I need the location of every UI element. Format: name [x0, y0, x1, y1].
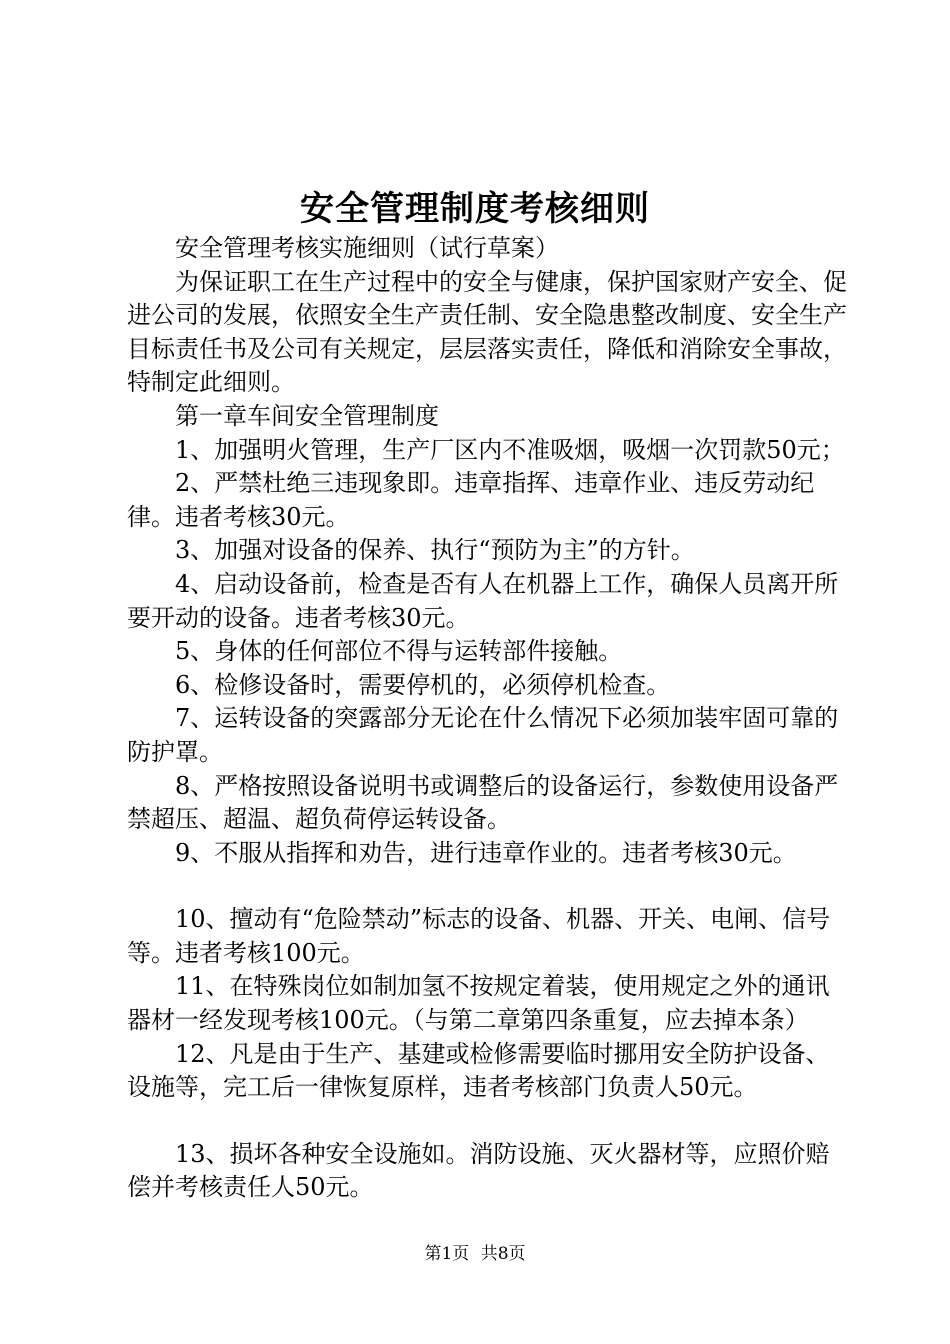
page-number: 第1页 — [424, 1244, 470, 1264]
rule-item-10: 10、擅动有“危险禁动”标志的设备、机器、开关、电闸、信号等。违者考核100元。 — [127, 905, 831, 967]
rule-item-4: 4、启动设备前，检查是否有人在机器上工作，确保人员离开所要开动的设备。违者考核30元。 — [127, 569, 839, 632]
rule-item-1: 1、加强明火管理，生产厂区内不准吸烟，吸烟一次罚款50元； — [175, 435, 845, 464]
paragraph-subtitle: 安全管理考核实施细则（试行草案） — [175, 234, 559, 262]
rule-item-12: 12、凡是由于生产、基建或检修需要临时挪用安全防护设备、设施等，完工后一律恢复原样，违者考核部门负责人50元。 — [127, 1039, 830, 1102]
chapter-heading: 第一章车间安全管理制度 — [175, 401, 439, 430]
document-body — [127, 232, 847, 1205]
document-title: 安全管理制度考核细则 — [300, 189, 650, 229]
rule-item-2: 2、严禁杜绝三违现象即。违章指挥、违章作业、违反劳动纪律。违者考核30元。 — [127, 469, 815, 531]
rule-item-6: 6、检修设备时，需要停机的，必须停机检查。 — [175, 670, 671, 699]
rule-item-11: 11、在特殊岗位如制加氢不按规定着装，使用规定之外的通讯器材一经发现考核100元。（与第二章第四条重复，应去掉本条） — [127, 972, 830, 1035]
rule-item-5: 5、身体的任何部位不得与运转部件接触。 — [175, 637, 623, 666]
page-total: 共8页 — [480, 1244, 526, 1264]
rule-item-13: 13、损坏各种安全设施如。消防设施、灭火器材等，应照价赔偿并考核责任人50元。 — [127, 1139, 830, 1202]
rule-item-3: 3、加强对设备的保养、执行“预防为主”的方针。 — [175, 536, 695, 565]
rule-item-8: 8、严格按照设备说明书或调整后的设备运行，参数使用设备严禁超压、超温、超负荷停运转设备。 — [127, 771, 839, 834]
rule-item-7: 7、运转设备的突露部分无论在什么情况下必须加装牢固可靠的防护罩。 — [127, 704, 839, 766]
paragraph-intro: 为保证职工在生产过程中的安全与健康，保护国家财产安全、促进公司的发展，依照安全生产责任制、安全隐患整改制度、安全生产目标责任书及公司有关规定，层层落实责任，降低和消除安全事故，特制定此细则。 — [127, 267, 847, 397]
rule-item-9: 9、不服从指挥和劝告，进行违章作业的。违者考核30元。 — [175, 838, 797, 867]
page-footer — [0, 1243, 950, 1265]
